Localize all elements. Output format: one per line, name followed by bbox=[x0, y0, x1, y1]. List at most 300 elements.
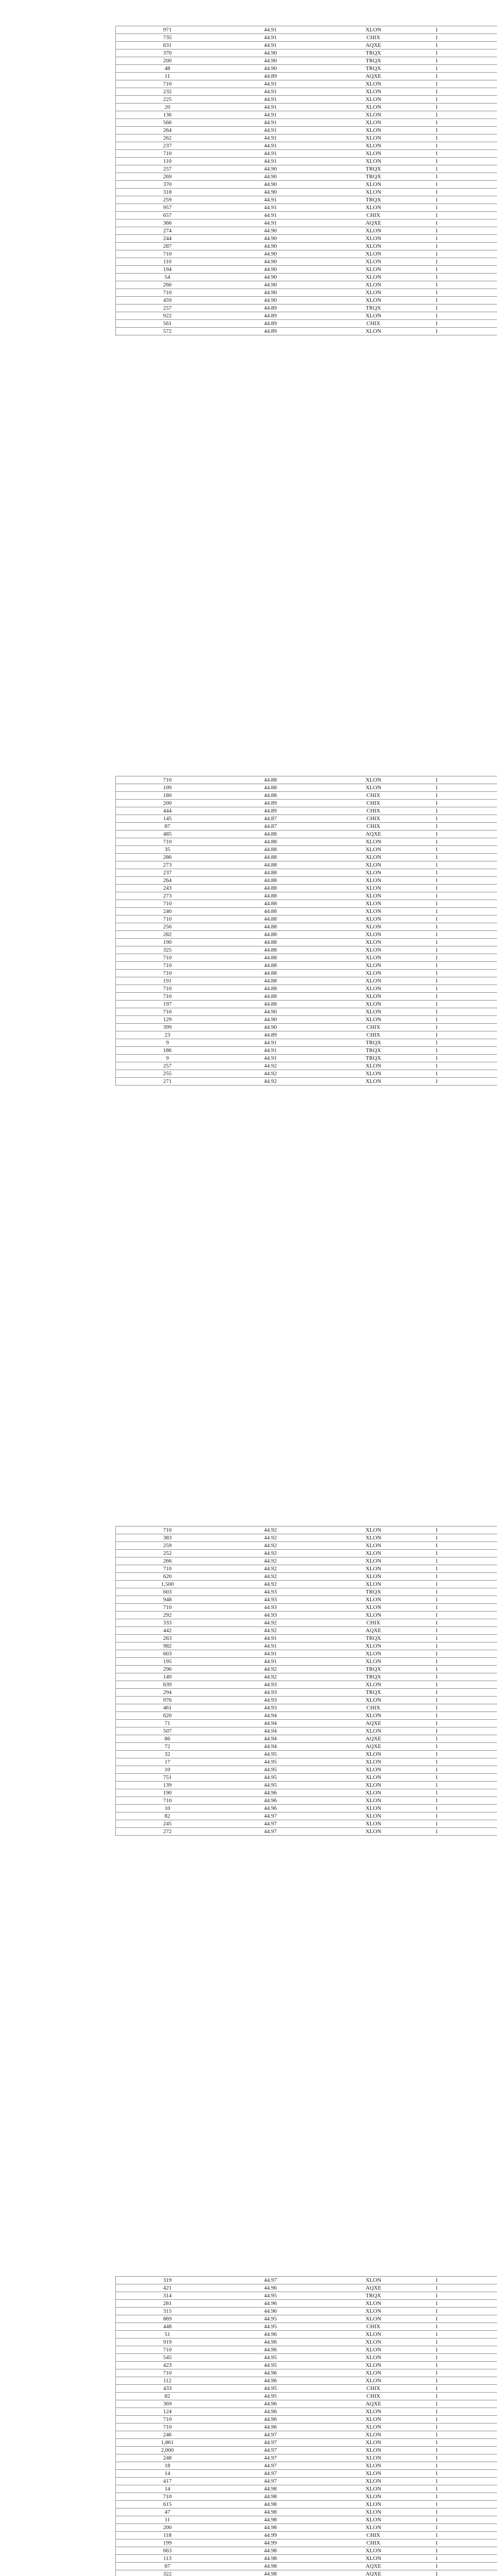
table-row bbox=[116, 2323, 497, 2331]
price-cell: 44.92 bbox=[219, 1550, 322, 1557]
table-row bbox=[116, 1758, 497, 1766]
volume-cell: 199 bbox=[116, 2539, 219, 2547]
venue-cell: XLON bbox=[322, 134, 425, 142]
table-row bbox=[116, 1527, 497, 1534]
price-cell: 44.96 bbox=[219, 1789, 322, 1797]
extra-cell: 1 bbox=[425, 2393, 497, 2400]
price-cell: 44.97 bbox=[219, 1828, 322, 1836]
volume-cell: 124 bbox=[116, 2408, 219, 2416]
table-row bbox=[116, 26, 497, 34]
table-row bbox=[116, 2362, 497, 2369]
extra-cell: 1 bbox=[425, 838, 497, 846]
price-cell: 44.98 bbox=[219, 2493, 322, 2501]
extra-cell: 1 bbox=[425, 2346, 497, 2354]
price-cell: 44.96 bbox=[219, 2369, 322, 2377]
table-row bbox=[116, 823, 497, 831]
volume-cell: 10 bbox=[116, 1805, 219, 1812]
table-row bbox=[116, 1001, 497, 1008]
extra-cell: 1 bbox=[425, 1031, 497, 1039]
volume-cell: 11 bbox=[116, 2516, 219, 2524]
extra-cell: 1 bbox=[425, 1565, 497, 1573]
venue-cell: AQXE bbox=[322, 2284, 425, 2292]
price-cell: 44.90 bbox=[219, 250, 322, 258]
volume-cell: 710 bbox=[116, 916, 219, 923]
extra-cell: 1 bbox=[425, 939, 497, 946]
extra-cell: 1 bbox=[425, 807, 497, 815]
table-row bbox=[116, 2509, 497, 2516]
table-row bbox=[116, 1828, 497, 1836]
table-row bbox=[116, 2424, 497, 2431]
price-cell: 44.92 bbox=[219, 1581, 322, 1588]
extra-cell: 1 bbox=[425, 1673, 497, 1681]
table-row bbox=[116, 1016, 497, 1024]
venue-cell: XLON bbox=[322, 181, 425, 189]
table-row bbox=[116, 57, 497, 65]
extra-cell: 1 bbox=[425, 1596, 497, 1604]
table-row bbox=[116, 800, 497, 807]
table-row bbox=[116, 119, 497, 127]
volume-cell: 710 bbox=[116, 993, 219, 1001]
venue-cell: XLON bbox=[322, 26, 425, 34]
venue-cell: XLON bbox=[322, 2454, 425, 2462]
table-row bbox=[116, 65, 497, 73]
extra-cell: 1 bbox=[425, 1642, 497, 1650]
price-cell: 44.98 bbox=[219, 2485, 322, 2493]
extra-cell: 1 bbox=[425, 2447, 497, 2454]
venue-cell: TRQX bbox=[322, 2292, 425, 2300]
price-cell: 44.95 bbox=[219, 2354, 322, 2362]
table-row bbox=[116, 1550, 497, 1557]
extra-cell: 1 bbox=[425, 1681, 497, 1689]
volume-cell: 971 bbox=[116, 26, 219, 34]
table-row bbox=[116, 877, 497, 885]
extra-cell: 1 bbox=[425, 165, 497, 173]
volume-cell: 191 bbox=[116, 977, 219, 985]
extra-cell: 1 bbox=[425, 88, 497, 96]
volume-cell: 710 bbox=[116, 954, 219, 962]
volume-cell: 87 bbox=[116, 2563, 219, 2570]
volume-cell: 461 bbox=[116, 1704, 219, 1712]
price-cell: 44.92 bbox=[219, 1557, 322, 1565]
volume-cell: 86 bbox=[116, 1735, 219, 1743]
venue-cell: AQXE bbox=[322, 1627, 425, 1635]
extra-cell: 1 bbox=[425, 885, 497, 892]
price-cell: 44.95 bbox=[219, 1782, 322, 1789]
price-cell: 44.89 bbox=[219, 320, 322, 328]
price-cell: 44.91 bbox=[219, 127, 322, 134]
price-cell: 44.91 bbox=[219, 1642, 322, 1650]
venue-cell: AQXE bbox=[322, 73, 425, 80]
price-cell: 44.96 bbox=[219, 2300, 322, 2308]
volume-cell: 274 bbox=[116, 227, 219, 235]
venue-cell: XLON bbox=[322, 1789, 425, 1797]
volume-cell: 448 bbox=[116, 2323, 219, 2331]
extra-cell: 1 bbox=[425, 304, 497, 312]
venue-cell: TRQX bbox=[322, 165, 425, 173]
volume-cell: 256 bbox=[116, 923, 219, 931]
venue-cell: XLON bbox=[322, 2315, 425, 2323]
volume-cell: 129 bbox=[116, 1016, 219, 1024]
price-cell: 44.96 bbox=[219, 1797, 322, 1805]
price-cell: 44.91 bbox=[219, 134, 322, 142]
volume-cell: 620 bbox=[116, 1573, 219, 1581]
extra-cell: 1 bbox=[425, 993, 497, 1001]
venue-cell: TRQX bbox=[322, 1673, 425, 1681]
volume-cell: 710 bbox=[116, 1604, 219, 1612]
venue-cell: XLON bbox=[322, 1557, 425, 1565]
extra-cell: 1 bbox=[425, 1024, 497, 1031]
price-cell: 44.91 bbox=[219, 104, 322, 111]
volume-cell: 444 bbox=[116, 807, 219, 815]
venue-cell: TRQX bbox=[322, 173, 425, 181]
extra-cell: 1 bbox=[425, 2300, 497, 2308]
table-row bbox=[116, 2377, 497, 2385]
extra-cell: 1 bbox=[425, 250, 497, 258]
price-cell: 44.93 bbox=[219, 1612, 322, 1619]
venue-cell: AQXE bbox=[322, 2570, 425, 2576]
table-row bbox=[116, 2493, 497, 2501]
venue-cell: XLON bbox=[322, 2485, 425, 2493]
table-row bbox=[116, 189, 497, 196]
extra-cell: 1 bbox=[425, 2563, 497, 2570]
venue-cell: XLON bbox=[322, 1016, 425, 1024]
volume-cell: 14 bbox=[116, 2485, 219, 2493]
table-row bbox=[116, 2431, 497, 2439]
venue-cell: XLON bbox=[322, 1805, 425, 1812]
volume-cell: 603 bbox=[116, 1650, 219, 1658]
table-row bbox=[116, 2485, 497, 2493]
volume-cell: 485 bbox=[116, 831, 219, 838]
venue-cell: XLON bbox=[322, 2424, 425, 2431]
volume-cell: 257 bbox=[116, 1062, 219, 1070]
extra-cell: 1 bbox=[425, 1062, 497, 1070]
extra-cell: 1 bbox=[425, 258, 497, 266]
volume-cell: 197 bbox=[116, 1001, 219, 1008]
table-row bbox=[116, 1735, 497, 1743]
table-row bbox=[116, 869, 497, 877]
extra-cell: 1 bbox=[425, 869, 497, 877]
venue-cell: CHIX bbox=[322, 1031, 425, 1039]
table-row bbox=[116, 320, 497, 328]
extra-cell: 1 bbox=[425, 977, 497, 985]
extra-cell: 1 bbox=[425, 266, 497, 274]
extra-cell: 1 bbox=[425, 73, 497, 80]
price-cell: 44.95 bbox=[219, 1758, 322, 1766]
price-cell: 44.92 bbox=[219, 1619, 322, 1627]
volume-cell: 1,500 bbox=[116, 1581, 219, 1588]
extra-cell: 1 bbox=[425, 1658, 497, 1666]
price-cell: 44.90 bbox=[219, 1016, 322, 1024]
venue-cell: XLON bbox=[322, 854, 425, 861]
extra-cell: 1 bbox=[425, 908, 497, 916]
table-row bbox=[116, 1062, 497, 1070]
price-cell: 44.88 bbox=[219, 954, 322, 962]
price-cell: 44.88 bbox=[219, 831, 322, 838]
extra-cell: 1 bbox=[425, 1550, 497, 1557]
price-cell: 44.94 bbox=[219, 1743, 322, 1751]
price-cell: 44.95 bbox=[219, 1766, 322, 1774]
volume-cell: 922 bbox=[116, 312, 219, 320]
venue-cell: CHIX bbox=[322, 815, 425, 823]
venue-cell: AQXE bbox=[322, 42, 425, 49]
venue-cell: AQXE bbox=[322, 1743, 425, 1751]
extra-cell: 1 bbox=[425, 1828, 497, 1836]
price-cell: 44.92 bbox=[219, 1070, 322, 1078]
table-row bbox=[116, 931, 497, 939]
extra-cell: 1 bbox=[425, 1070, 497, 1078]
table-row bbox=[116, 2300, 497, 2308]
table-row bbox=[116, 1581, 497, 1588]
volume-cell: 23 bbox=[116, 1031, 219, 1039]
volume-cell: 110 bbox=[116, 158, 219, 165]
extra-cell: 1 bbox=[425, 1735, 497, 1743]
table-row bbox=[116, 2547, 497, 2555]
price-cell: 44.98 bbox=[219, 2563, 322, 2570]
volume-cell: 399 bbox=[116, 1024, 219, 1031]
extra-cell: 1 bbox=[425, 227, 497, 235]
table-row bbox=[116, 993, 497, 1001]
price-cell: 44.92 bbox=[219, 1078, 322, 1086]
venue-cell: TRQX bbox=[322, 1588, 425, 1596]
venue-cell: XLON bbox=[322, 2300, 425, 2308]
table-row bbox=[116, 908, 497, 916]
price-cell: 44.97 bbox=[219, 2478, 322, 2485]
venue-cell: XLON bbox=[322, 1758, 425, 1766]
volume-cell: 710 bbox=[116, 900, 219, 908]
venue-cell: AQXE bbox=[322, 1735, 425, 1743]
volume-cell: 232 bbox=[116, 88, 219, 96]
venue-cell: XLON bbox=[322, 1774, 425, 1782]
table-row bbox=[116, 1604, 497, 1612]
venue-cell: XLON bbox=[322, 2493, 425, 2501]
extra-cell: 1 bbox=[425, 134, 497, 142]
table-row bbox=[116, 1673, 497, 1681]
extra-cell: 1 bbox=[425, 2292, 497, 2300]
venue-cell: XLON bbox=[322, 2547, 425, 2555]
extra-cell: 1 bbox=[425, 2462, 497, 2470]
volume-cell: 54 bbox=[116, 274, 219, 281]
table-row bbox=[116, 1047, 497, 1055]
price-cell: 44.94 bbox=[219, 1727, 322, 1735]
volume-cell: 957 bbox=[116, 204, 219, 212]
price-cell: 44.89 bbox=[219, 800, 322, 807]
venue-cell: CHIX bbox=[322, 1619, 425, 1627]
venue-cell: XLON bbox=[322, 1820, 425, 1828]
price-cell: 44.88 bbox=[219, 877, 322, 885]
table-row bbox=[116, 2470, 497, 2478]
table-row bbox=[116, 776, 497, 784]
volume-cell: 110 bbox=[116, 258, 219, 266]
volume-cell: 244 bbox=[116, 235, 219, 243]
table-row bbox=[116, 1720, 497, 1727]
price-cell: 44.88 bbox=[219, 792, 322, 800]
price-cell: 44.91 bbox=[219, 212, 322, 219]
volume-cell: 194 bbox=[116, 266, 219, 274]
extra-cell: 1 bbox=[425, 2408, 497, 2416]
price-cell: 44.95 bbox=[219, 1751, 322, 1758]
extra-cell: 1 bbox=[425, 2277, 497, 2284]
table-row bbox=[116, 2478, 497, 2485]
extra-cell: 1 bbox=[425, 1534, 497, 1542]
price-cell: 44.90 bbox=[219, 1008, 322, 1016]
venue-cell: XLON bbox=[322, 900, 425, 908]
volume-cell: 710 bbox=[116, 776, 219, 784]
volume-cell: 710 bbox=[116, 2424, 219, 2431]
venue-cell: XLON bbox=[322, 2277, 425, 2284]
table-row bbox=[116, 196, 497, 204]
venue-cell: XLON bbox=[322, 1828, 425, 1836]
volume-cell: 639 bbox=[116, 1681, 219, 1689]
price-cell: 44.92 bbox=[219, 1673, 322, 1681]
volume-cell: 369 bbox=[116, 2400, 219, 2408]
price-cell: 44.91 bbox=[219, 150, 322, 158]
volume-cell: 318 bbox=[116, 189, 219, 196]
price-cell: 44.96 bbox=[219, 2308, 322, 2315]
venue-cell: TRQX bbox=[322, 196, 425, 204]
venue-cell: XLON bbox=[322, 289, 425, 297]
venue-cell: XLON bbox=[322, 1797, 425, 1805]
volume-cell: 294 bbox=[116, 1689, 219, 1697]
venue-cell: XLON bbox=[322, 312, 425, 320]
price-cell: 44.96 bbox=[219, 1805, 322, 1812]
price-cell: 44.97 bbox=[219, 2454, 322, 2462]
venue-cell: XLON bbox=[322, 1751, 425, 1758]
volume-cell: 710 bbox=[116, 1008, 219, 1016]
extra-cell: 1 bbox=[425, 111, 497, 119]
extra-cell: 1 bbox=[425, 970, 497, 977]
venue-cell: XLON bbox=[322, 1565, 425, 1573]
extra-cell: 1 bbox=[425, 289, 497, 297]
venue-cell: XLON bbox=[322, 1008, 425, 1016]
price-cell: 44.95 bbox=[219, 2315, 322, 2323]
volume-cell: 259 bbox=[116, 196, 219, 204]
table-row bbox=[116, 2315, 497, 2323]
extra-cell: 1 bbox=[425, 96, 497, 104]
venue-cell: XLON bbox=[322, 2416, 425, 2424]
extra-cell: 1 bbox=[425, 320, 497, 328]
extra-cell: 1 bbox=[425, 1727, 497, 1735]
venue-cell: XLON bbox=[322, 119, 425, 127]
venue-cell: XLON bbox=[322, 1550, 425, 1557]
extra-cell: 1 bbox=[425, 2532, 497, 2539]
venue-cell: XLON bbox=[322, 1596, 425, 1604]
venue-cell: XLON bbox=[322, 2501, 425, 2509]
volume-cell: 710 bbox=[116, 985, 219, 993]
extra-cell: 1 bbox=[425, 204, 497, 212]
price-cell: 44.92 bbox=[219, 1534, 322, 1542]
volume-cell: 370 bbox=[116, 49, 219, 57]
extra-cell: 1 bbox=[425, 235, 497, 243]
volume-cell: 319 bbox=[116, 2277, 219, 2284]
volume-cell: 292 bbox=[116, 1612, 219, 1619]
table-row bbox=[116, 2439, 497, 2447]
venue-cell: XLON bbox=[322, 2470, 425, 2478]
price-cell: 44.88 bbox=[219, 993, 322, 1001]
extra-cell: 1 bbox=[425, 1557, 497, 1565]
price-cell: 44.95 bbox=[219, 2323, 322, 2331]
venue-cell: XLON bbox=[322, 1604, 425, 1612]
table-row bbox=[116, 985, 497, 993]
venue-cell: XLON bbox=[322, 1812, 425, 1820]
table-row bbox=[116, 2555, 497, 2563]
venue-cell: TRQX bbox=[322, 1666, 425, 1673]
venue-cell: XLON bbox=[322, 1681, 425, 1689]
price-cell: 44.95 bbox=[219, 2393, 322, 2400]
extra-cell: 1 bbox=[425, 2493, 497, 2501]
volume-cell: 710 bbox=[116, 1527, 219, 1534]
extra-cell: 1 bbox=[425, 900, 497, 908]
price-cell: 44.95 bbox=[219, 2362, 322, 2369]
venue-cell: XLON bbox=[322, 1001, 425, 1008]
price-cell: 44.90 bbox=[219, 274, 322, 281]
extra-cell: 1 bbox=[425, 861, 497, 869]
extra-cell: 1 bbox=[425, 1704, 497, 1712]
volume-cell: 263 bbox=[116, 1635, 219, 1642]
table-row bbox=[116, 258, 497, 266]
extra-cell: 1 bbox=[425, 1720, 497, 1727]
table-row bbox=[116, 1797, 497, 1805]
price-cell: 44.96 bbox=[219, 2416, 322, 2424]
venue-cell: XLON bbox=[322, 885, 425, 892]
table-row bbox=[116, 1689, 497, 1697]
table-row bbox=[116, 1635, 497, 1642]
volume-cell: 710 bbox=[116, 962, 219, 970]
price-cell: 44.88 bbox=[219, 900, 322, 908]
volume-cell: 603 bbox=[116, 1588, 219, 1596]
venue-cell: XLON bbox=[322, 2509, 425, 2516]
table-row bbox=[116, 274, 497, 281]
venue-cell: AQXE bbox=[322, 1720, 425, 1727]
table-row bbox=[116, 954, 497, 962]
venue-cell: XLON bbox=[322, 2431, 425, 2439]
volume-cell: 333 bbox=[116, 1619, 219, 1627]
table-row bbox=[116, 1697, 497, 1704]
price-cell: 44.92 bbox=[219, 1666, 322, 1673]
extra-cell: 1 bbox=[425, 776, 497, 784]
volume-cell: 287 bbox=[116, 243, 219, 250]
table-row bbox=[116, 2385, 497, 2393]
volume-cell: 266 bbox=[116, 1557, 219, 1565]
volume-cell: 264 bbox=[116, 877, 219, 885]
price-cell: 44.91 bbox=[219, 219, 322, 227]
venue-cell: XLON bbox=[322, 2555, 425, 2563]
price-cell: 44.90 bbox=[219, 173, 322, 181]
extra-cell: 1 bbox=[425, 2524, 497, 2532]
price-cell: 44.91 bbox=[219, 1650, 322, 1658]
venue-cell: XLON bbox=[322, 970, 425, 977]
venue-cell: XLON bbox=[322, 1612, 425, 1619]
price-cell: 44.90 bbox=[219, 227, 322, 235]
volume-cell: 615 bbox=[116, 2501, 219, 2509]
extra-cell: 1 bbox=[425, 892, 497, 900]
table-row bbox=[116, 1619, 497, 1627]
price-cell: 44.95 bbox=[219, 2292, 322, 2300]
price-cell: 44.91 bbox=[219, 142, 322, 150]
venue-cell: XLON bbox=[322, 1697, 425, 1704]
table-row bbox=[116, 173, 497, 181]
venue-cell: CHIX bbox=[322, 2539, 425, 2547]
venue-cell: XLON bbox=[322, 274, 425, 281]
price-cell: 44.96 bbox=[219, 2346, 322, 2354]
volume-cell: 262 bbox=[116, 134, 219, 142]
table-row bbox=[116, 2408, 497, 2416]
volume-cell: 282 bbox=[116, 931, 219, 939]
extra-cell: 1 bbox=[425, 142, 497, 150]
venue-cell: XLON bbox=[322, 88, 425, 96]
extra-cell: 1 bbox=[425, 1820, 497, 1828]
volume-cell: 751 bbox=[116, 1774, 219, 1782]
volume-cell: 281 bbox=[116, 2300, 219, 2308]
